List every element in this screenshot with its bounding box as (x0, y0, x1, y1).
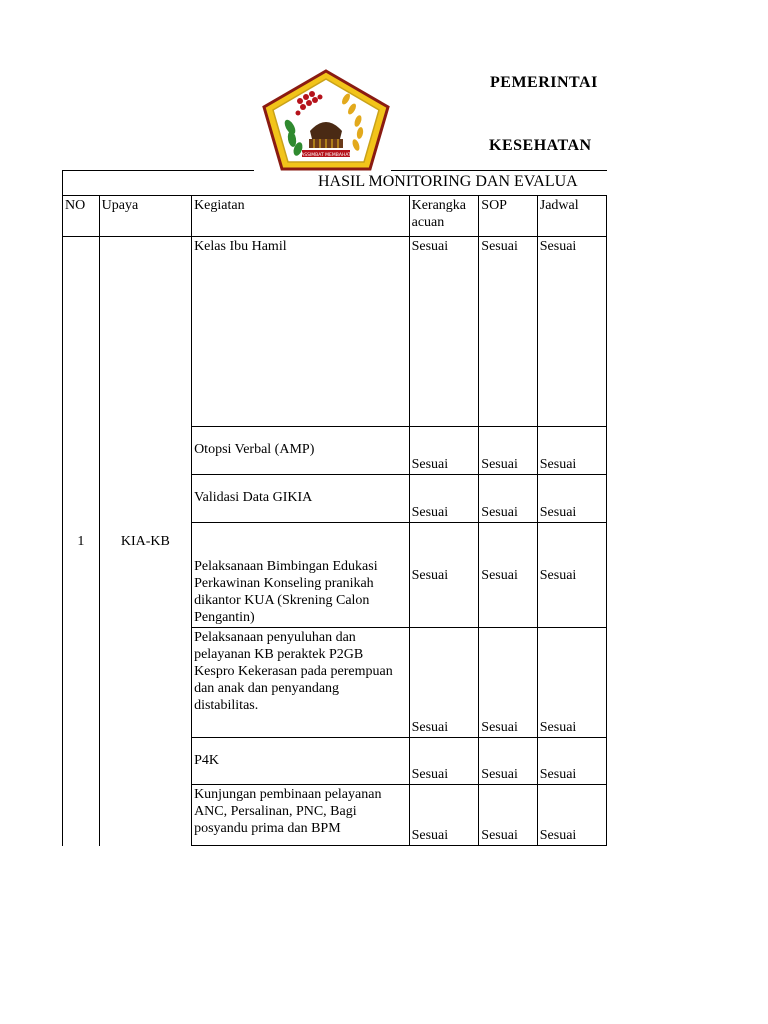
upaya-cell: KIA-KB (99, 237, 191, 846)
sop-cell: Sesuai (479, 427, 537, 475)
col-header-no: NO (63, 196, 100, 237)
jadwal-cell: Sesuai (537, 237, 606, 427)
svg-text:ASSIMBAT MEMBAHAT: ASSIMBAT MEMBAHAT (301, 153, 351, 158)
col-header-jadwal: Jadwal (537, 196, 606, 237)
kegiatan-cell: Validasi Data GIKIA (192, 475, 410, 523)
col-header-kerangka-acuan: Kerangka acuan (409, 196, 479, 237)
kegiatan-cell: Pelaksanaan penyuluhan dan pelayanan KB peraktek P2GB Kespro Kekerasan pada perempuan dan anak dan penyandang distabilitas. (192, 628, 410, 738)
sop-cell: Sesuai (479, 523, 537, 628)
jadwal-cell: Sesuai (537, 523, 606, 628)
kerangka-cell: Sesuai (409, 475, 479, 523)
kerangka-cell: Sesuai (409, 628, 479, 738)
sop-cell: Sesuai (479, 738, 537, 785)
sop-cell: Sesuai (479, 237, 537, 427)
table-row (63, 237, 607, 427)
regency-emblem-icon (262, 69, 390, 171)
kegiatan-cell: Pelaksanaan Bimbingan Edukasi Perkawinan Konseling pranikah dikantor KUA (Skrening Calon Pengantin) (192, 523, 410, 628)
sop-cell: Sesuai (479, 475, 537, 523)
sop-cell: Sesuai (479, 785, 537, 846)
row-number-cell: 1 (63, 237, 100, 846)
kerangka-cell: Sesuai (409, 237, 479, 427)
jadwal-cell: Sesuai (537, 475, 606, 523)
kegiatan-cell: Otopsi Verbal (AMP) (192, 427, 410, 475)
col-header-kegiatan: Kegiatan (192, 196, 410, 237)
sop-cell: Sesuai (479, 628, 537, 738)
jadwal-cell: Sesuai (537, 738, 606, 785)
table-header-row (63, 196, 607, 237)
monitoring-table (62, 195, 607, 846)
jadwal-cell: Sesuai (537, 628, 606, 738)
divider-left (62, 170, 254, 171)
col-header-sop: SOP (479, 196, 537, 237)
kegiatan-cell: Kunjungan pembinaan pelayanan ANC, Persalinan, PNC, Bagi posyandu prima dan BPM (192, 785, 410, 846)
jadwal-cell: Sesuai (537, 785, 606, 846)
divider-right (391, 170, 607, 171)
jadwal-cell: Sesuai (537, 427, 606, 475)
kegiatan-cell: P4K (192, 738, 410, 785)
kerangka-cell: Sesuai (409, 738, 479, 785)
report-title: HASIL MONITORING DAN EVALUA (318, 173, 578, 190)
kerangka-cell: Sesuai (409, 785, 479, 846)
col-header-upaya: Upaya (99, 196, 191, 237)
header-health-title: KESEHATAN (489, 137, 592, 154)
divider-left-edge (62, 170, 63, 196)
kegiatan-cell: Kelas Ibu Hamil (192, 237, 410, 427)
header-government-title: PEMERINTAI (490, 74, 598, 91)
kerangka-cell: Sesuai (409, 523, 479, 628)
kerangka-cell: Sesuai (409, 427, 479, 475)
